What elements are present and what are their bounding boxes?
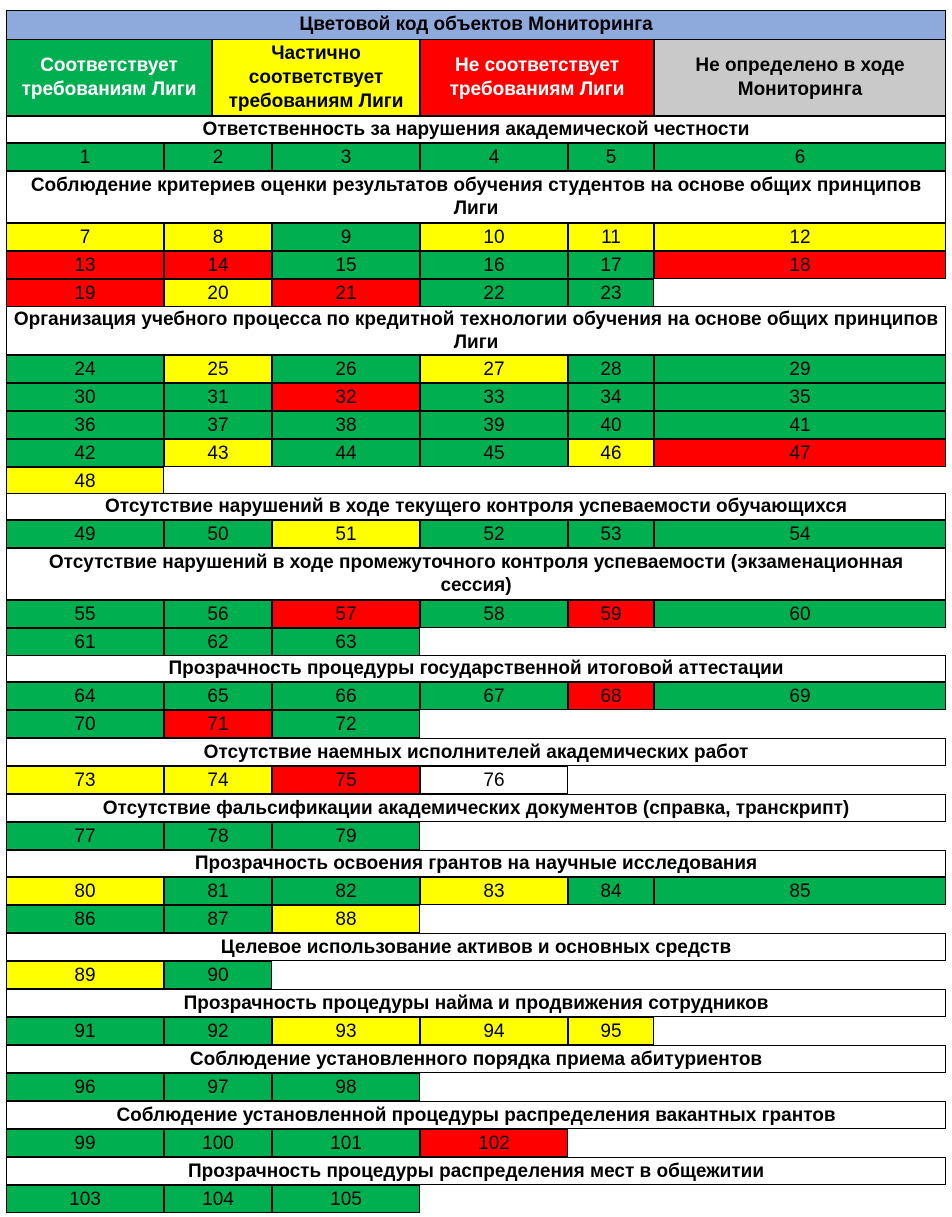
section-title: Отсутствие наемных исполнителей академических работ [6,738,946,766]
section-title: Прозрачность процедуры государственной итоговой аттестации [6,655,946,682]
object-cell: 35 [654,383,946,411]
object-cell: 96 [6,1073,164,1101]
object-cell: 6 [654,143,946,171]
object-cell: 50 [164,520,272,548]
object-cell: 99 [6,1129,164,1157]
object-cell: 42 [6,439,164,467]
section-title: Прозрачность процедуры распределения мест в общежитии [6,1157,946,1185]
object-cell: 4 [420,143,568,171]
object-cell: 57 [272,600,420,628]
object-cell: 88 [272,905,420,933]
object-cell: 37 [164,411,272,439]
object-cell: 13 [6,251,164,279]
object-cell: 32 [272,383,420,411]
object-cell: 45 [420,439,568,467]
object-cell: 55 [6,600,164,628]
object-cell: 95 [568,1017,654,1045]
object-cell: 10 [420,223,568,251]
object-cell: 101 [272,1129,420,1157]
object-cell: 22 [420,279,568,307]
object-cell: 100 [164,1129,272,1157]
object-cell: 18 [654,251,946,279]
object-cell: 19 [6,279,164,307]
object-cell: 61 [6,628,164,656]
object-cell: 9 [272,223,420,251]
object-cell: 91 [6,1017,164,1045]
object-cell: 24 [6,355,164,383]
object-cell: 64 [6,682,164,710]
section-title: Прозрачность процедуры найма и продвижения сотрудников [6,989,946,1017]
object-cell: 34 [568,383,654,411]
object-cell: 26 [272,355,420,383]
object-cell: 104 [164,1185,272,1213]
object-cell: 14 [164,251,272,279]
section-title: Соблюдение установленной процедуры распределения вакантных грантов [6,1101,946,1129]
object-cell: 76 [420,766,568,794]
object-cell: 48 [6,467,164,495]
object-cell: 78 [164,822,272,850]
object-cell: 36 [6,411,164,439]
object-cell: 82 [272,877,420,905]
object-cell: 29 [654,355,946,383]
legend-non-compliant: Не соответствует требованиям Лиги [420,39,654,116]
table-title: Цветовой код объектов Мониторинга [6,10,946,40]
object-cell: 53 [568,520,654,548]
object-cell: 74 [164,766,272,794]
object-cell: 11 [568,223,654,251]
object-cell: 25 [164,355,272,383]
object-cell: 85 [654,877,946,905]
object-cell: 16 [420,251,568,279]
legend-undetermined: Не определено в ходе Мониторинга [654,39,946,116]
object-cell: 81 [164,877,272,905]
object-cell: 41 [654,411,946,439]
object-cell: 2 [164,143,272,171]
object-cell: 89 [6,961,164,989]
object-cell: 40 [568,411,654,439]
object-cell: 79 [272,822,420,850]
object-cell: 7 [6,223,164,251]
object-cell: 28 [568,355,654,383]
object-cell: 66 [272,682,420,710]
object-cell: 90 [164,961,272,989]
section-title: Отсутствие нарушений в ходе промежуточного контроля успеваемости (экзаменационная сессия) [6,548,946,600]
object-cell: 56 [164,600,272,628]
legend-compliant: Соответствует требованиям Лиги [6,39,212,116]
object-cell: 60 [654,600,946,628]
object-cell: 12 [654,223,946,251]
object-cell: 103 [6,1185,164,1213]
object-cell: 23 [568,279,654,307]
object-cell: 46 [568,439,654,467]
object-cell: 31 [164,383,272,411]
object-cell: 73 [6,766,164,794]
legend-partially-compliant: Частично соответствует требованиям Лиги [212,39,420,116]
object-cell: 72 [272,710,420,738]
object-cell: 21 [272,279,420,307]
object-cell: 62 [164,628,272,656]
object-cell: 47 [654,439,946,467]
section-title: Ответственность за нарушения академической честности [6,116,946,143]
object-cell: 51 [272,520,420,548]
object-cell: 8 [164,223,272,251]
object-cell: 77 [6,822,164,850]
object-cell: 38 [272,411,420,439]
object-cell: 70 [6,710,164,738]
object-cell: 71 [164,710,272,738]
section-title: Отсутствие нарушений в ходе текущего контроля успеваемости обучающихся [6,493,946,520]
object-cell: 92 [164,1017,272,1045]
object-cell: 20 [164,279,272,307]
object-cell: 98 [272,1073,420,1101]
object-cell: 54 [654,520,946,548]
section-title: Соблюдение установленного порядка приема абитуриентов [6,1045,946,1073]
object-cell: 58 [420,600,568,628]
object-cell: 17 [568,251,654,279]
object-cell: 86 [6,905,164,933]
object-cell: 69 [654,682,946,710]
object-cell: 3 [272,143,420,171]
object-cell: 44 [272,439,420,467]
section-title: Прозрачность освоения грантов на научные исследования [6,850,946,877]
section-title: Отсутствие фальсификации академических документов (справка, транскрипт) [6,794,946,822]
object-cell: 84 [568,877,654,905]
object-cell: 33 [420,383,568,411]
object-cell: 5 [568,143,654,171]
object-cell: 27 [420,355,568,383]
object-cell: 65 [164,682,272,710]
object-cell: 83 [420,877,568,905]
object-cell: 68 [568,682,654,710]
object-cell: 87 [164,905,272,933]
object-cell: 102 [420,1129,568,1157]
object-cell: 52 [420,520,568,548]
object-cell: 30 [6,383,164,411]
object-cell: 15 [272,251,420,279]
object-cell: 94 [420,1017,568,1045]
object-cell: 75 [272,766,420,794]
object-cell: 39 [420,411,568,439]
object-cell: 105 [272,1185,420,1213]
object-cell: 59 [568,600,654,628]
object-cell: 63 [272,628,420,656]
object-cell: 67 [420,682,568,710]
object-cell: 80 [6,877,164,905]
object-cell: 97 [164,1073,272,1101]
section-title: Соблюдение критериев оценки результатов обучения студентов на основе общих принципов Лиги [6,171,946,223]
object-cell: 93 [272,1017,420,1045]
object-cell: 43 [164,439,272,467]
section-title: Организация учебного процесса по кредитной технологии обучения на основе общих принципов Лиги [6,306,946,355]
object-cell: 49 [6,520,164,548]
section-title: Целевое использование активов и основных средств [6,933,946,961]
object-cell: 1 [6,143,164,171]
